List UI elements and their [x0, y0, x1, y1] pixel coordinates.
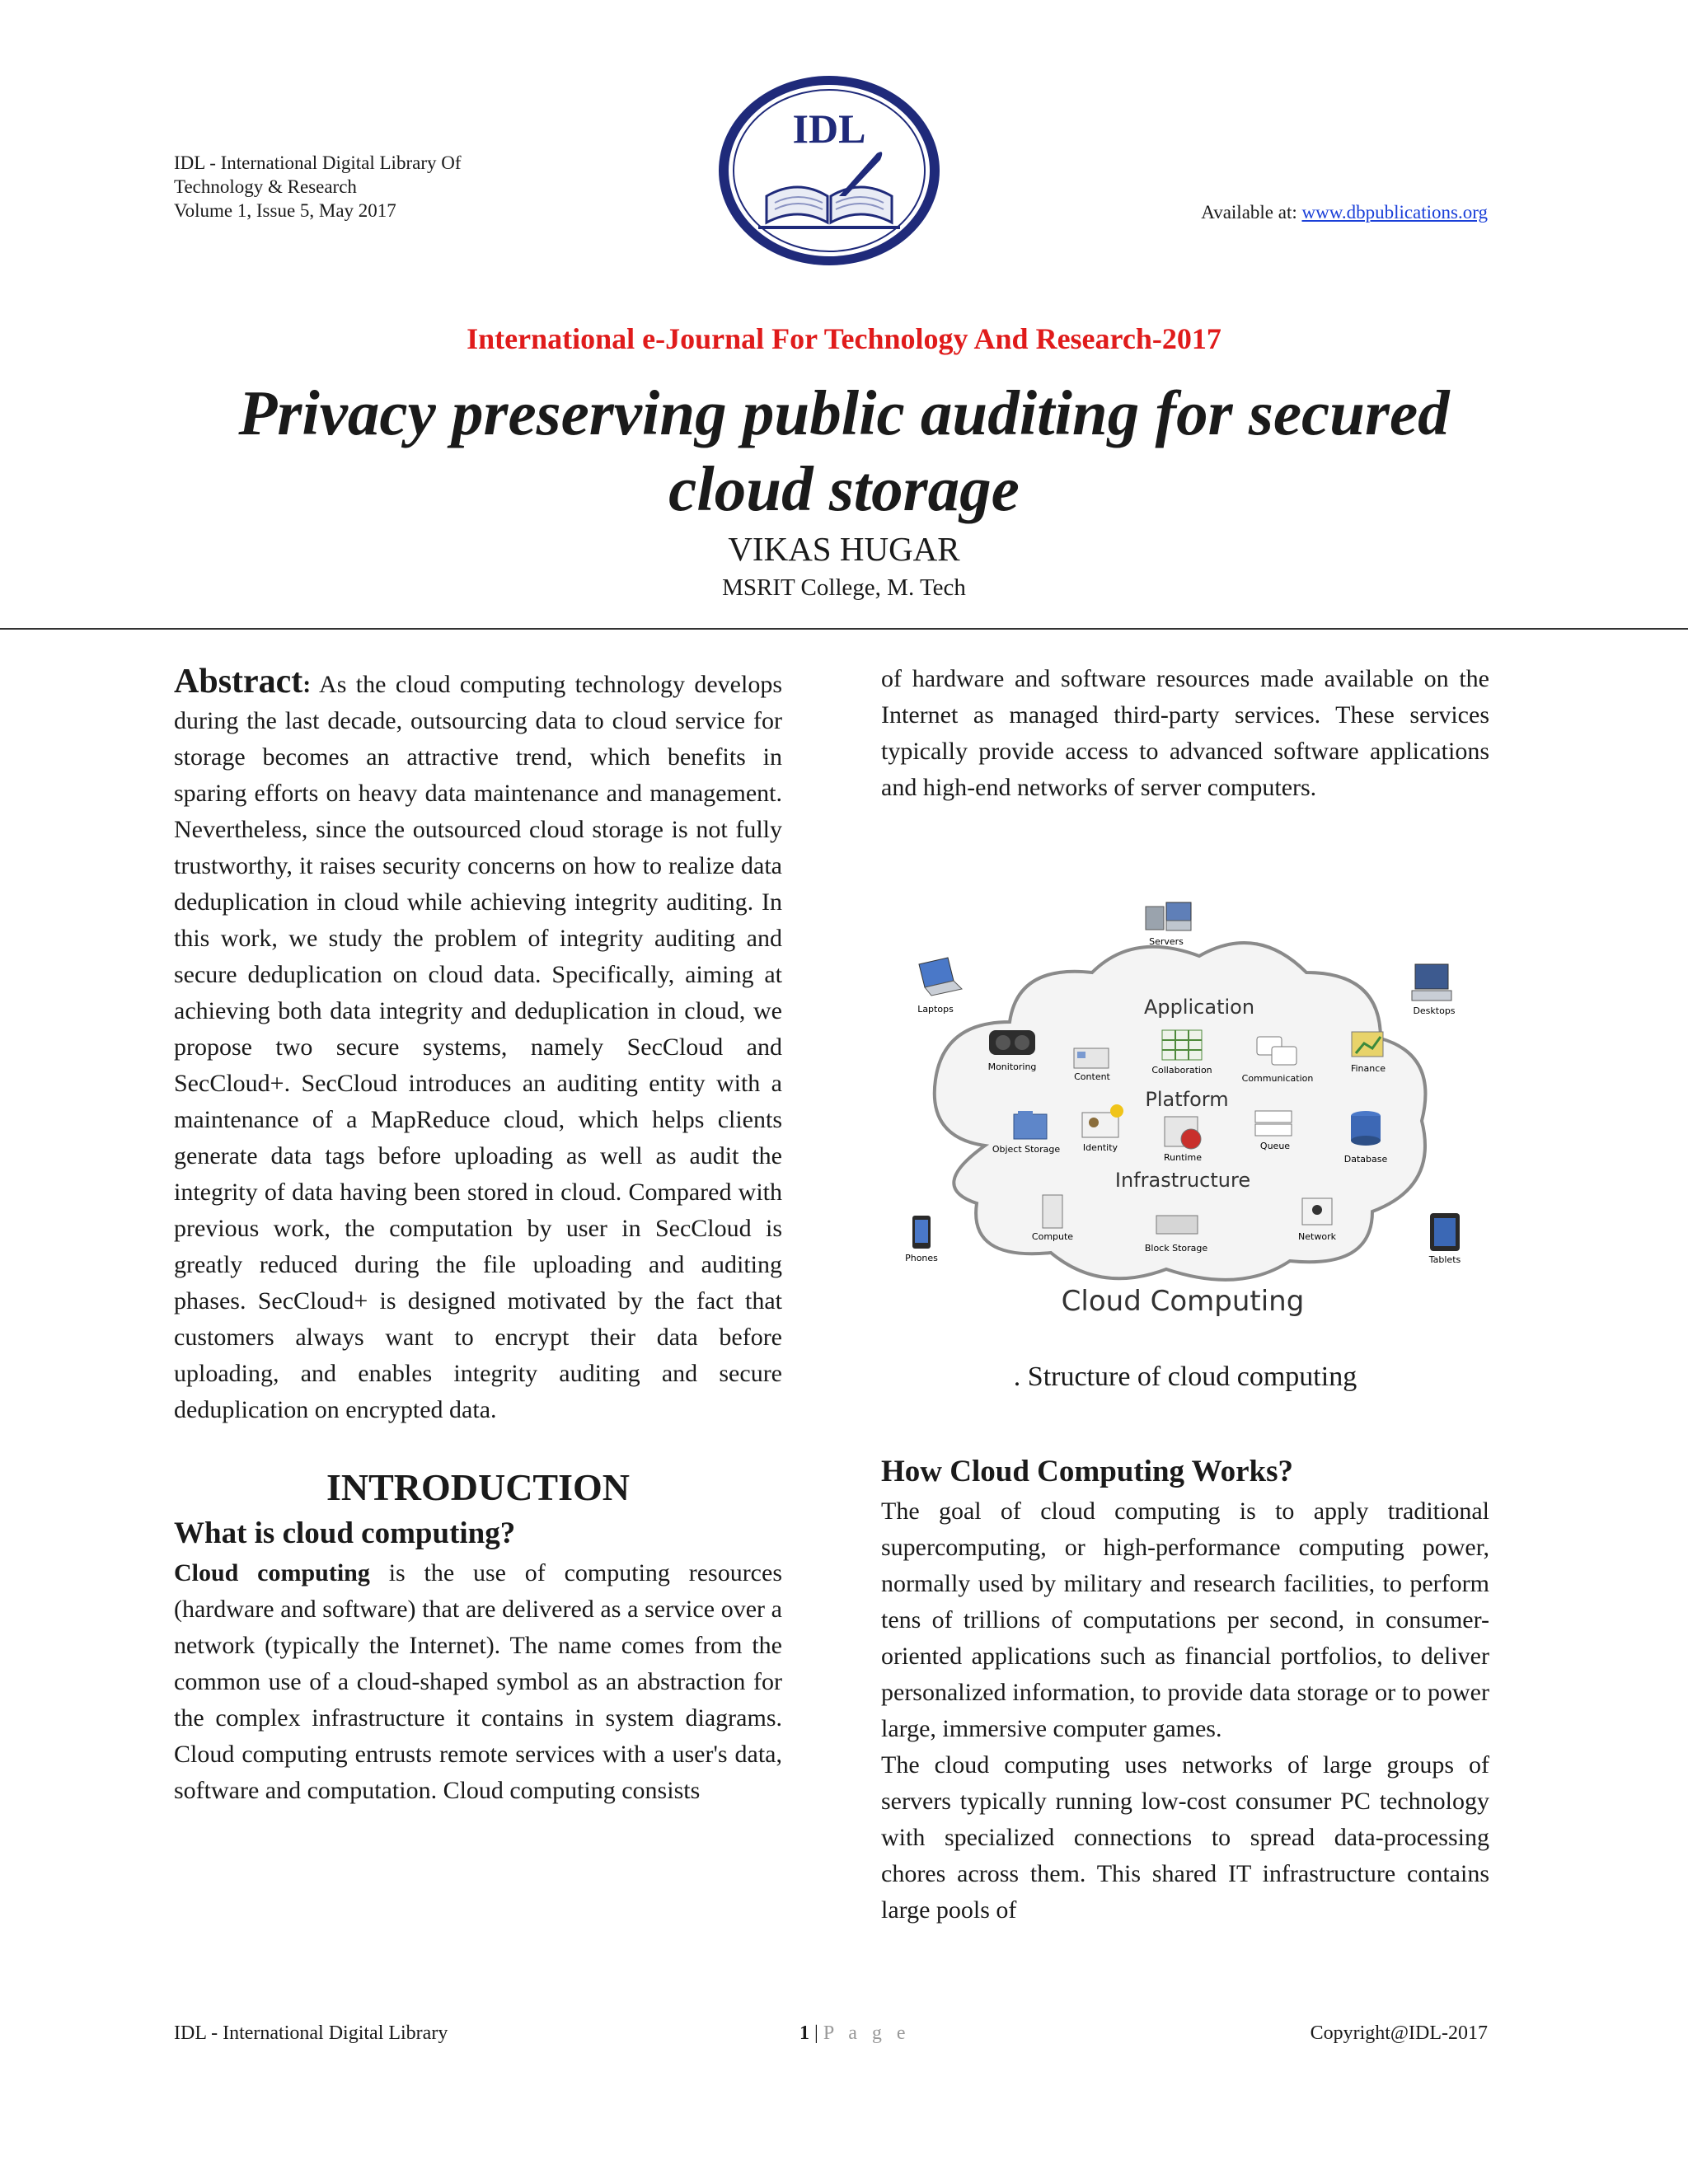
how-it-works-heading: How Cloud Computing Works? [881, 1455, 1293, 1488]
content-icon [1074, 1048, 1109, 1068]
finance-icon [1352, 1032, 1383, 1057]
availability [1201, 202, 1488, 223]
cloud-computing-diagram [894, 898, 1471, 1327]
journal-info-line-3: Volume 1, Issue 5, May 2017 [174, 200, 396, 221]
right-column-bottom [881, 1451, 1489, 1929]
introduction-heading: INTRODUCTION [326, 1466, 631, 1508]
desktops-label: Desktops [1413, 1005, 1456, 1016]
intro-text: is the use of computing resources (hardware and software) that are delivered as a service over a network (typically the Internet). The name comes from the common use of a cloud-shaped symbol as an abstraction for the complex infrastructure it contains in system diagrams. Cloud computing entrusts remote services with a user's data, software and computation. Cloud computing consists [174, 1559, 782, 1804]
content-label: Content [1074, 1071, 1110, 1082]
idl-logo [715, 73, 943, 269]
compute-icon [1043, 1195, 1062, 1228]
journal-info [174, 151, 462, 223]
what-is-cloud-heading: What is cloud computing? [174, 1516, 516, 1550]
page-separator: | [809, 2022, 823, 2044]
website-link[interactable]: www.dbpublications.org [1301, 202, 1488, 223]
block-storage-label: Block Storage [1144, 1243, 1208, 1254]
database-icon [1351, 1111, 1381, 1146]
paper-title-line-1: Privacy preserving public auditing for secured [238, 377, 1450, 448]
runtime-icon [1165, 1117, 1201, 1149]
laptops-icon [919, 958, 962, 996]
intro-paragraph [174, 1555, 782, 1809]
page-number [799, 2022, 911, 2045]
logo-text: IDL [792, 105, 866, 152]
platform-label: Platform [1145, 1088, 1229, 1111]
communication-label: Communication [1241, 1073, 1314, 1084]
how-it-works-paragraph-1: The goal of cloud computing is to apply traditional supercomputing, or high-performance computing power, normally used by military and research facilities, to perform tens of trillions of computations per second, in consumer-oriented applications such as financial portfolios, to deliver personalized information, to provide data storage or to power large, immersive computer games. [881, 1497, 1489, 1742]
footer-copyright: Copyright@IDL-2017 [1310, 2022, 1488, 2044]
finance-label: Finance [1350, 1063, 1386, 1074]
desktops-icon [1412, 964, 1451, 1001]
tablets-label: Tablets [1428, 1254, 1461, 1265]
tablets-icon [1430, 1213, 1460, 1251]
runtime-label: Runtime [1164, 1152, 1202, 1163]
abstract-text: As the cloud computing technology develops during the last decade, outsourcing data to cloud service for storage becomes an attractive trend, which benefits in sparing efforts on heavy data maintenance and management. Nevertheless, since the outsourced cloud storage is not fully trustworthy, it raises security concerns on how to realize data deduplication in cloud while achieving integrity auditing. In this work, we study the problem of integrity auditing and secure deduplication on cloud data. Specifically, aiming at achieving both data integrity and deduplication in cloud, we propose two secure systems, namely SecCloud and SecCloud+. SecCloud introduces an auditing entity with a maintenance of a MapReduce cloud, which helps clients generate data tags before uploading as well as audit the integrity of data having been stored in cloud. Compared with previous work, the computation by user in SecCloud is greatly reduced during the file uploading and auditing phases. SecCloud+ is designed motivated by the fact that customers always want to encrypt their data before uploading, and enables integrity auditing and secure deduplication on encrypted data. [174, 671, 782, 1423]
object-storage-icon [1014, 1111, 1047, 1139]
journal-info-line-2: Technology & Research [174, 176, 357, 197]
laptops-label: Laptops [917, 1004, 954, 1015]
right-column-top [881, 661, 1489, 806]
journal-name: International e-Journal For Technology And Research-2017 [467, 322, 1221, 355]
identity-label: Identity [1082, 1142, 1118, 1153]
page-word: P a g e [823, 2022, 911, 2044]
servers-icon [1146, 902, 1191, 930]
monitoring-icon [989, 1030, 1035, 1055]
abstract-heading: Abstract [174, 663, 303, 701]
infrastructure-label: Infrastructure [1114, 1169, 1251, 1192]
author-affiliation: MSRIT College, M. Tech [722, 574, 966, 601]
network-label: Network [1298, 1231, 1336, 1242]
how-it-works-paragraph-2: The cloud computing uses networks of large groups of servers typically running low-cost consumer PC technology with specialized connections to spread data-processing chores across them. This shared IT infrastructure contains large pools of [881, 1751, 1489, 1924]
paper-title [0, 375, 1688, 527]
footer-left: IDL - International Digital Library [174, 2022, 448, 2044]
figure-caption: . Structure of cloud computing [1013, 1361, 1357, 1392]
monitoring-label: Monitoring [987, 1062, 1037, 1072]
header-divider [0, 628, 1688, 630]
continuation-paragraph: of hardware and software resources made available on the Internet as managed third-party services. These services typically provide access to advanced software applications and high-end networks of server computers. [881, 665, 1489, 801]
compute-label: Compute [1031, 1231, 1074, 1242]
page-number-value: 1 [799, 2022, 809, 2044]
journal-info-line-1: IDL - International Digital Library Of [174, 152, 462, 173]
application-label: Application [1143, 996, 1255, 1019]
phones-label: Phones [905, 1253, 938, 1263]
paper-title-line-2: cloud storage [668, 453, 1020, 524]
abstract-paragraph [174, 663, 782, 1428]
phones-icon [912, 1216, 931, 1249]
cloud-computing-term: Cloud computing [174, 1559, 370, 1586]
collaboration-icon [1162, 1030, 1202, 1060]
cloud-computing-title: Cloud Computing [1061, 1285, 1305, 1318]
available-label: Available at: [1201, 202, 1302, 223]
network-icon [1302, 1198, 1332, 1225]
servers-label: Servers [1149, 936, 1184, 947]
block-storage-icon [1156, 1216, 1198, 1234]
queue-label: Queue [1259, 1141, 1291, 1151]
author-name: VIKAS HUGAR [728, 530, 960, 568]
abstract-colon: : [302, 671, 312, 698]
left-column [174, 663, 782, 1809]
database-label: Database [1343, 1154, 1388, 1165]
object-storage-label: Object Storage [992, 1144, 1061, 1155]
collaboration-label: Collaboration [1151, 1065, 1212, 1076]
